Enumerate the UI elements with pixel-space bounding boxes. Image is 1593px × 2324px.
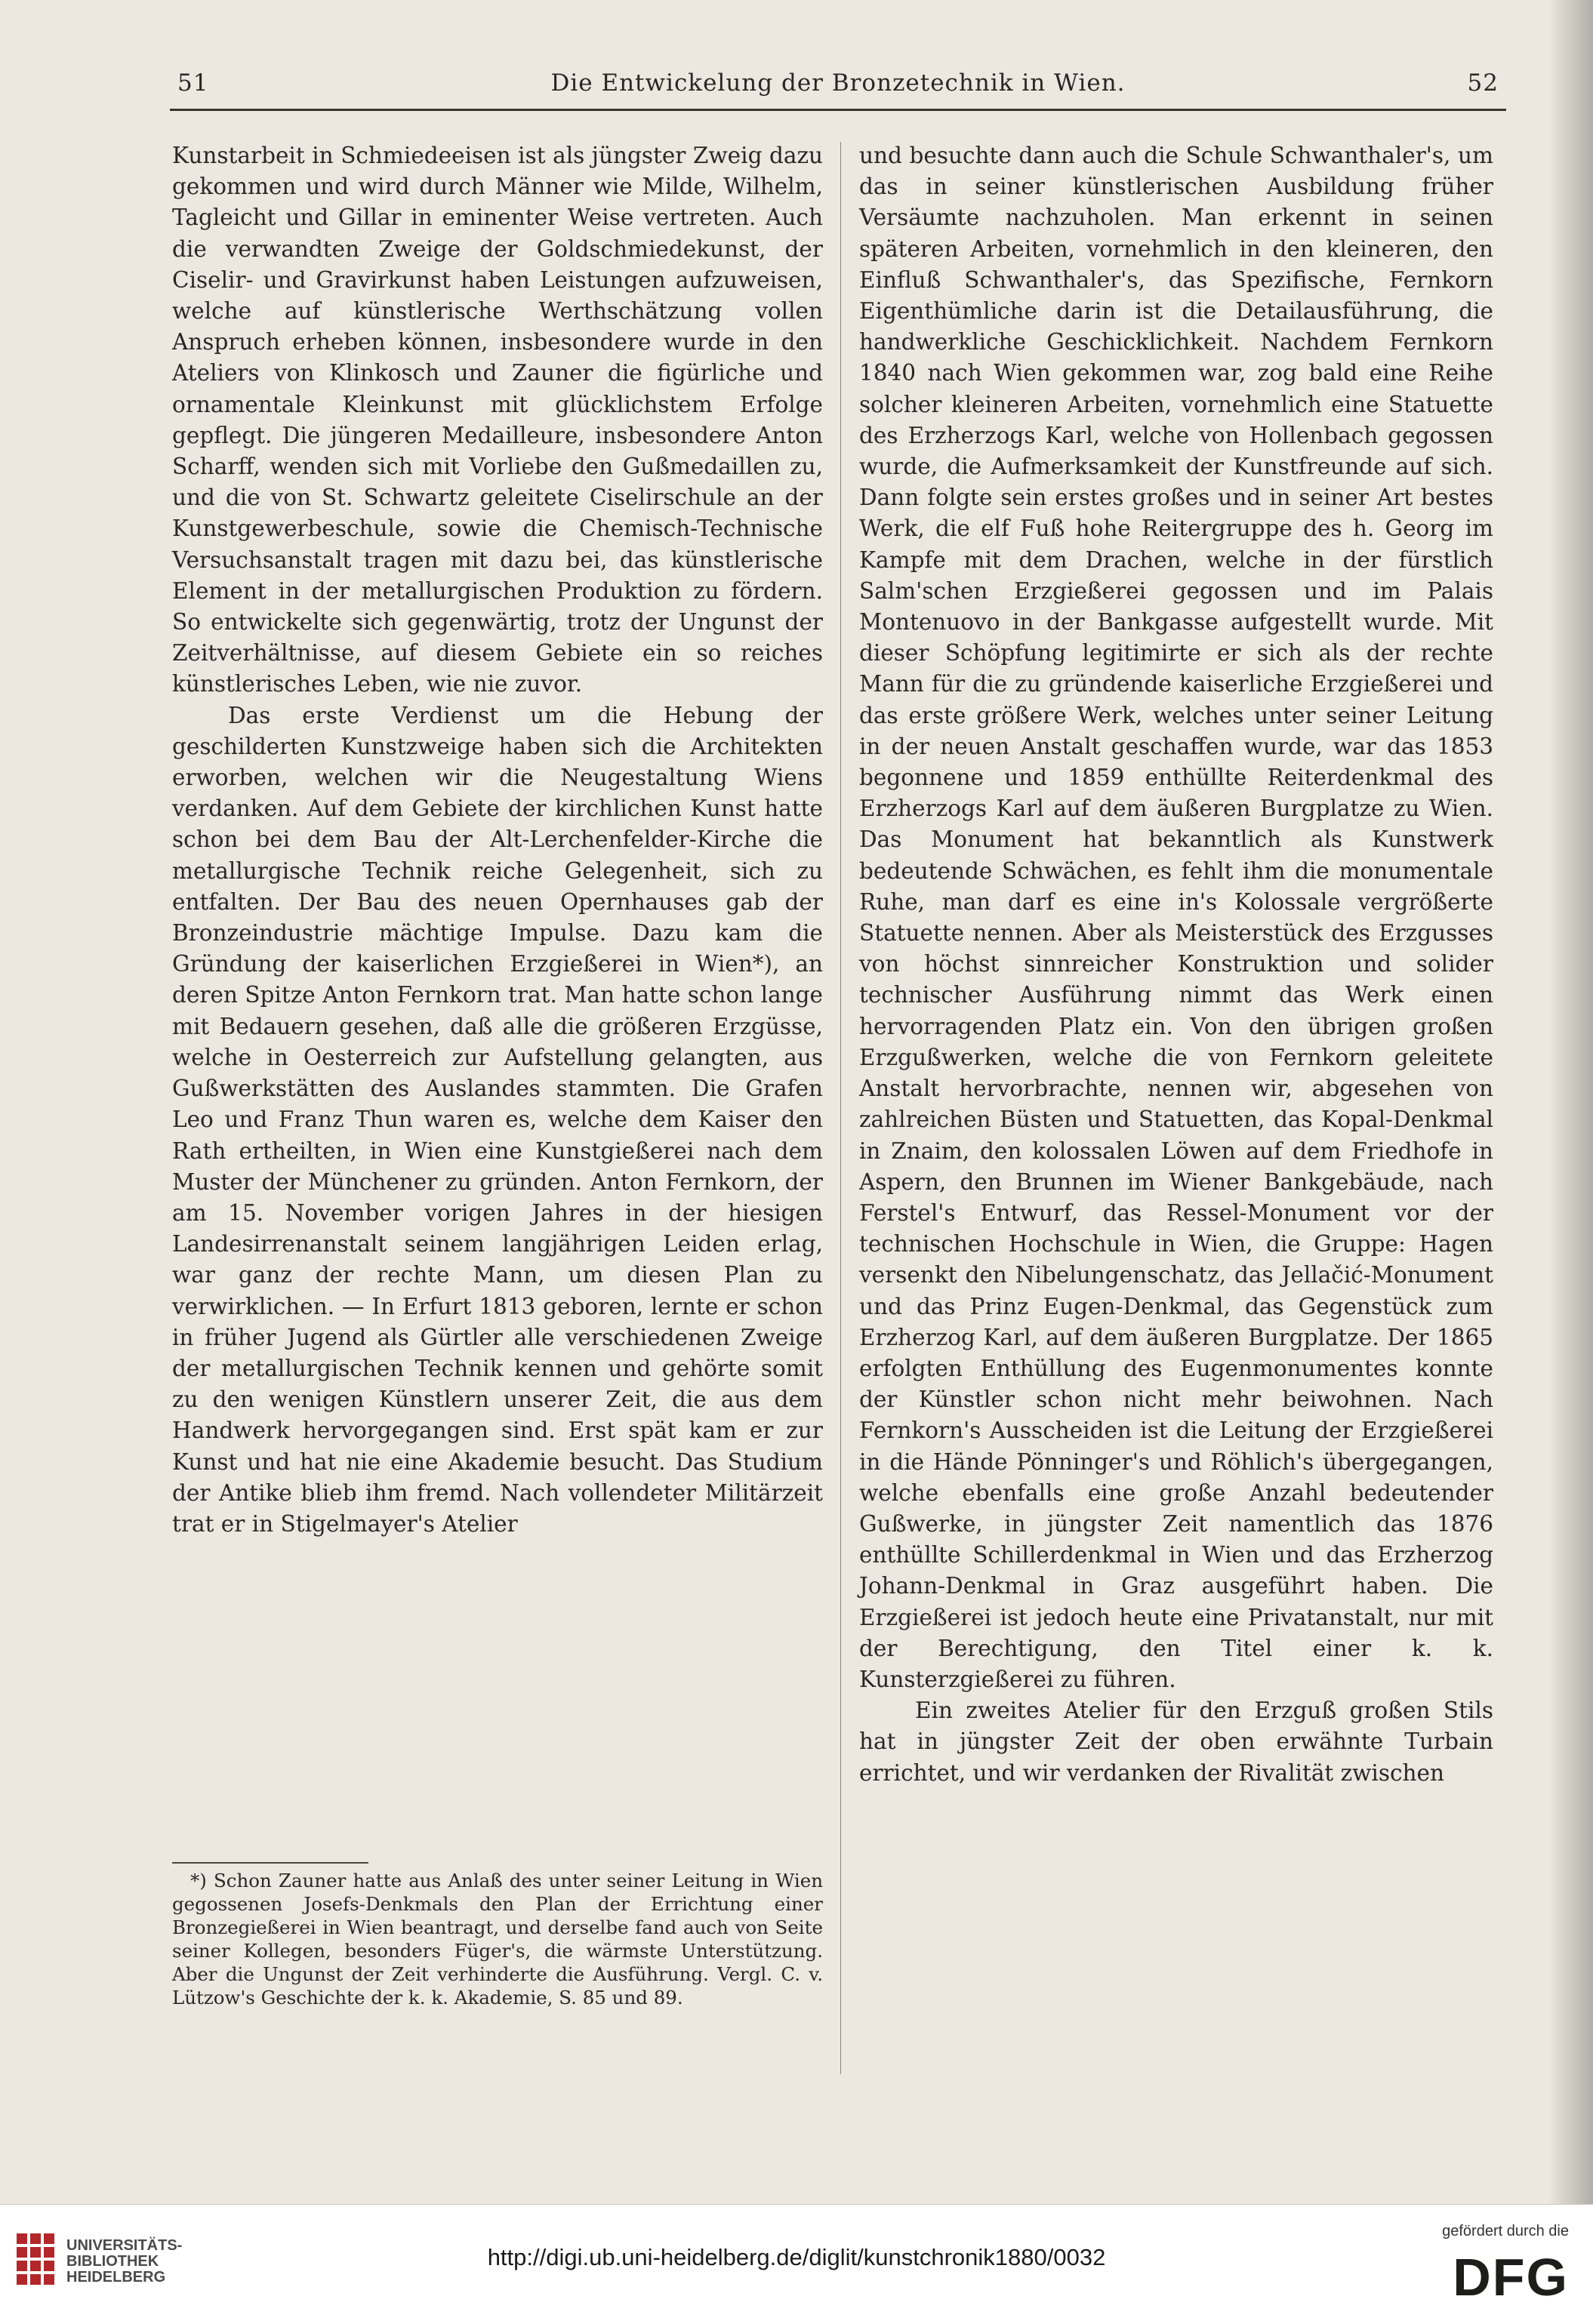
running-title: Die Entwickelung der Bronzetechnik in Wien.: [550, 69, 1126, 97]
funded-by-label: gefördert durch die: [1442, 2223, 1569, 2239]
right-column: [859, 140, 1493, 1789]
left-paragraph-1: Kunstarbeit in Schmiedeeisen ist als jüngster Zweig dazu gekommen und wird durch Männer wie Milde, Wilhelm, Tagleicht und Gillar in eminenter Weise vertreten. Auch die verwandten Zweige der Goldschmiedekunst, der Ciselir- und Gravirkunst haben Leistungen aufzuweisen, welche auf künstlerische Werthschätzung vollen Anspruch erheben können, insbesondere wurde in den Ateliers von Klinkosch und Zauner die figürliche und ornamentale Kleinkunst mit glücklichstem Erfolge gepflegt. Die jüngeren Medailleure, insbesondere Anton Scharff, wenden sich mit Vorliebe den Gußmedaillen zu, und die von St. Schwartz geleitete Ciselirschule an der Kunstgewerbeschule, sowie die Chemisch-Technische Versuchsanstalt tragen mit dazu bei, das künstlerische Element in der metallurgischen Produktion zu fördern. So entwickelte sich gegenwärtig, trotz der Ungunst der Zeitverhältnisse, auf diesem Gebiete ein so reiches künstlerisches Leben, wie nie zuvor.: [172, 143, 823, 697]
viewer-footer: [0, 2204, 1593, 2324]
column-divider: [840, 142, 841, 2074]
right-paragraph-1: und besuchte dann auch die Schule Schwanthaler's, um das in seiner künstlerischen Ausbildung früher Versäumte nachzuholen. Man erkennt in seinen späteren Arbeiten, vornehmlich in den kleineren, den Einfluß Schwanthaler's, das Spezifische, Fernkorn Eigenthümliche darin ist die Detailausführung, die handwerkliche Geschicklichkeit. Nachdem Fernkorn 1840 nach Wien gekommen war, zog bald eine Reihe solcher kleineren Arbeiten, vornehmlich eine Statuette des Erzherzogs Karl, welche von Hollenbach gegossen wurde, die Aufmerksamkeit der Kunstfreunde auf sich. Dann folgte sein erstes großes und in seiner Art bestes Werk, die elf Fuß hohe Reitergruppe des h. Georg im Kampfe mit dem Drachen, welche in der fürstlich Salm'schen Erzgießerei gegossen und im Palais Montenuovo in der Bankgasse aufgestellt wurde. Mit dieser Schöpfung legitimirte er sich als der rechte Mann für die zu gründende kaiserliche Erzgießerei und das erste größere Werk, welches unter seiner Leitung in der neuen Anstalt geschaffen wurde, war das 1853 begonnene und 1859 enthüllte Reiterdenkmal des Erzherzogs Karl auf dem äußeren Burgplatze zu Wien. Das Monument hat bekanntlich als Kunstwerk bedeutende Schwächen, es fehlt ihm die monumentale Ruhe, man darf es eine in's Kolossale vergrößerte Statuette nennen. Aber als Meisterstück des Erzgusses von höchst sinnreicher Konstruktion und solider technischer Ausführung nimmt das Werk einen hervorragenden Platz ein. Von den übrigen großen Erzgußwerken, welche die von Fernkorn geleitete Anstalt hervorbrachte, nennen wir, abgesehen von zahlreichen Büsten und Statuetten, das Kopal-Denkmal in Znaim, den kolossalen Löwen auf dem Friedhofe in Aspern, den Brunnen im Wiener Bankgebäude, nach Ferstel's Entwurf, das Ressel-Monument vor der technischen Hochschule in Wien, die Gruppe: Hagen versenkt den Nibelungenschatz, das Jellačić-Monument und das Prinz Eugen-Denkmal, das Gegenstück zum Erzherzog Karl, auf dem äußeren Burgplatze. Der 1865 erfolgten Enthüllung des Eugenmonumentes konnte der Künstler schon nicht mehr beiwohnen. Nach Fernkorn's Ausscheiden ist die Leitung der Erzgießerei in die Hände Pönninger's und Röhlich's übergegangen, welche ebenfalls eine große Anzahl bedeutender Gußwerke, in jüngster Zeit namentlich das 1876 enthüllte Schillerdenkmal in Wien und das Erzherzog Johann-Denkmal in Graz ausgeführt haben. Die Erzgießerei ist jedoch heute eine Privatanstalt, nur mit der Berechtigung, den Titel einer k. k. Kunsterzgießerei zu führen.: [859, 143, 1493, 1692]
footnote-rule: [172, 1862, 368, 1864]
header-rule: [170, 109, 1506, 111]
dfg-logo: DFG: [1453, 2248, 1569, 2307]
library-name-line-2: BIBLIOTHEK: [66, 2253, 159, 2270]
right-paragraph-2: Ein zweites Atelier für den Erzguß großen Stils hat in jüngster Zeit der oben erwähnte Turbain errichtet, und wir verdanken der Rivalität zwischen: [859, 1698, 1493, 1786]
left-column: [172, 140, 823, 1540]
permalink-url[interactable]: http://digi.ub.uni-heidelberg.de/diglit/kunstchronik1880/0032: [487, 2244, 1106, 2270]
running-header: [170, 65, 1506, 103]
footnote-text: *) Schon Zauner hatte aus Anlaß des unter seiner Leitung in Wien gegossenen Josefs-Denkmals den Plan der Errichtung einer Bronzegießerei in Wien beantragt, und derselbe fand auch von Seite seiner Kollegen, besonders Füger's, die wärmste Unterstützung. Aber die Ungunst der Zeit verhinderte die Ausführung. Vergl. C. v. Lützow's Geschichte der k. k. Akademie, S. 85 und 89.: [172, 1870, 823, 2008]
library-name-line-3: HEIDELBERG: [66, 2269, 166, 2286]
page-number-right: 52: [1467, 69, 1499, 97]
library-name-line-1: UNIVERSITÄTS-: [66, 2237, 183, 2254]
page-edge-shadow: [1548, 0, 1593, 2204]
page-number-left: 51: [177, 69, 209, 97]
left-paragraph-2: Das erste Verdienst um die Hebung der geschilderten Kunstzweige haben sich die Architekten erworben, welchen wir die Neugestaltung Wiens verdanken. Auf dem Gebiete der kirchlichen Kunst hatte schon bei dem Bau der Alt-Lerchenfelder-Kirche die metallurgische Technik reiche Gelegenheit, sich zu entfalten. Der Bau des neuen Opernhauses gab der Bronzeindustrie mächtige Impulse. Dazu kam die Gründung der kaiserlichen Erzgießerei in Wien*), an deren Spitze Anton Fernkorn trat. Man hatte schon lange mit Bedauern gesehen, daß alle die größeren Erzgüsse, welche in Oesterreich zur Aufstellung gelangten, aus Gußwerkstätten des Auslandes stammten. Die Grafen Leo und Franz Thun waren es, welche dem Kaiser den Rath ertheilten, in Wien eine Kunstgießerei nach dem Muster der Münchener zu gründen. Anton Fernkorn, der am 15. November vorigen Jahres in der hiesigen Landesirrenanstalt seinem langjährigen Leiden erlag, war ganz der rechte Mann, um diesen Plan zu verwirklichen. — In Erfurt 1813 geboren, lernte er schon in früher Jugend als Gürtler alle verschiedenen Zweige der metallurgischen Technik kennen und gehörte somit zu den wenigen Künstlern unserer Zeit, die aus dem Handwerk hervorgegangen sind. Erst spät kam er zur Kunst und hat nie eine Akademie besucht. Das Studium der Antike blieb ihm fremd. Nach vollendeter Militärzeit trat er in Stigelmayer's Atelier: [172, 702, 823, 1537]
footnote: [172, 1869, 823, 2009]
